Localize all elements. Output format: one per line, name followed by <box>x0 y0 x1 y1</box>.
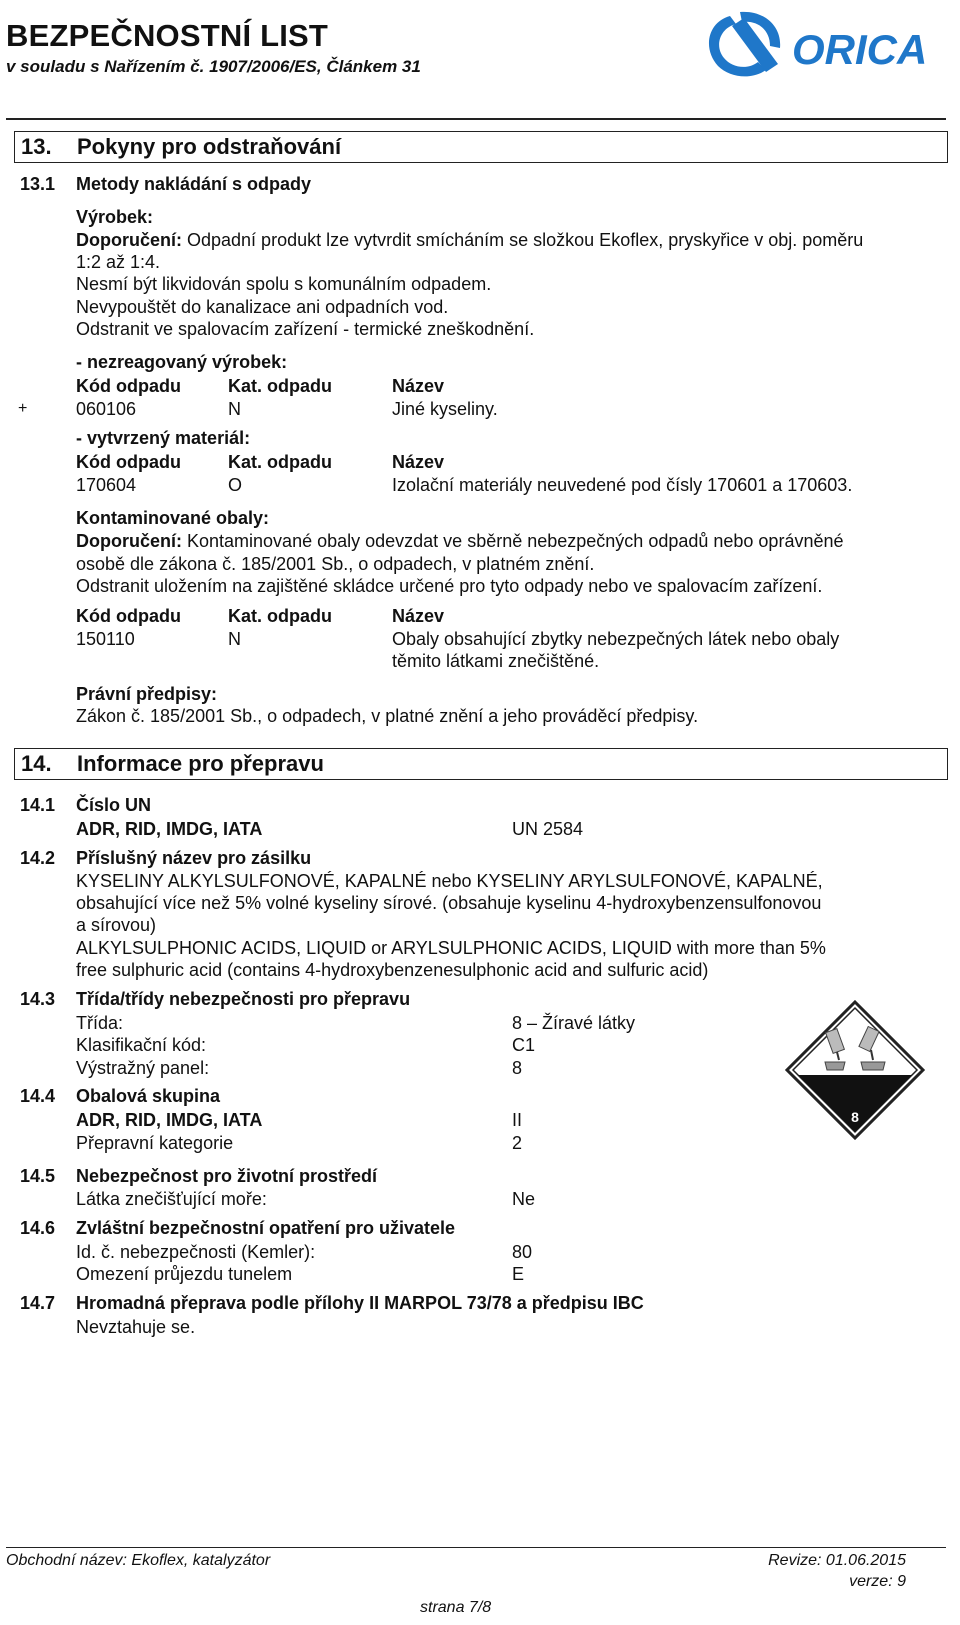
warning-panel-label: Výstražný panel: <box>76 1058 210 1078</box>
recommendation-line <box>76 229 863 251</box>
subsection-title: Číslo UN <box>76 795 152 815</box>
packing-group-value: II <box>512 1110 523 1130</box>
un-number: UN 2584 <box>512 819 584 839</box>
warning-panel-value: 8 <box>512 1058 523 1078</box>
product-label: Výrobek: <box>76 207 154 227</box>
marpol-text: Nevztahuje se. <box>76 1317 196 1337</box>
col-header-code: Kód odpadu <box>76 376 181 396</box>
waste-code: 170604 <box>76 475 137 495</box>
subsection-number: 14.3 <box>20 989 56 1009</box>
disposal-note: Nevypouštět do kanalizace ani odpadních vod. <box>76 297 449 317</box>
unreacted-label: - nezreagovaný výrobek: <box>76 352 288 372</box>
section-13-header <box>14 131 948 163</box>
subsection-number: 13.1 <box>20 174 56 194</box>
subsection-title: Obalová skupina <box>76 1086 221 1106</box>
subsection-number: 14.5 <box>20 1166 56 1186</box>
recommendation-text: Kontaminované obaly odevzdat ve sběrně nebezpečných odpadů nebo oprávněné <box>182 531 844 551</box>
tunnel-restriction-label: Omezení průjezdu tunelem <box>76 1264 293 1284</box>
subsection-number: 14.7 <box>20 1293 56 1313</box>
shipping-name-line: KYSELINY ALKYLSULFONOVÉ, KAPALNÉ nebo KYSELINY ARYLSULFONOVÉ, KAPALNÉ, <box>76 871 823 891</box>
recommendation-text-cont: 1:2 až 1:4. <box>76 252 161 272</box>
subsection-number: 14.2 <box>20 848 56 868</box>
col-header-name: Název <box>392 606 445 626</box>
transport-modes-label: ADR, RID, IMDG, IATA <box>76 1110 263 1130</box>
classification-code-value: C1 <box>512 1035 536 1055</box>
subsection-number: 14.1 <box>20 795 56 815</box>
recommendation-text-cont: osobě dle zákona č. 185/2001 Sb., o odpadech, v platném znění. <box>76 554 595 574</box>
col-header-category: Kat. odpadu <box>228 452 332 472</box>
waste-category: N <box>228 399 241 419</box>
corrosive-hazard-label-icon <box>785 1000 925 1140</box>
hazard-class-label: Třída: <box>76 1013 124 1033</box>
col-header-code: Kód odpadu <box>76 452 181 472</box>
logo-text: ORICA <box>792 26 928 73</box>
legal-label: Právní předpisy: <box>76 684 218 704</box>
subsection-title: Nebezpečnost pro životní prostředí <box>76 1166 378 1186</box>
recommendation-label: Doporučení: <box>76 230 182 250</box>
shipping-name-line: a sírovou) <box>76 915 157 935</box>
disposal-note: Odstranit ve spalovacím zařízení - termické zneškodnění. <box>76 319 535 339</box>
waste-category: N <box>228 629 241 649</box>
hazard-class-value: 8 – Žíravé látky <box>512 1013 636 1033</box>
shipping-name-line: obsahující více než 5% volné kyseliny sírové. (obsahuje kyselinu 4-hydroxybenzensulfonovou <box>76 893 822 913</box>
transport-modes-label: ADR, RID, IMDG, IATA <box>76 819 263 839</box>
waste-name: Jiné kyseliny. <box>392 399 498 419</box>
disposal-note: Odstranit uložením na zajištěné skládce určené pro tyto odpady nebo ve spalovacím zařízení. <box>76 576 823 596</box>
col-header-name: Název <box>392 452 445 472</box>
revision-date: Revize: 01.06.2015 <box>768 1552 906 1569</box>
contaminated-label: Kontaminované obaly: <box>76 508 270 528</box>
section-title: Pokyny pro odstraňování <box>77 134 342 159</box>
transport-category-label: Přepravní kategorie <box>76 1133 234 1153</box>
orica-logo <box>700 8 950 86</box>
version: verze: 9 <box>849 1573 906 1590</box>
shipping-name-line: ALKYLSULPHONIC ACIDS, LIQUID or ARYLSULPHONIC ACIDS, LIQUID with more than 5% <box>76 938 826 958</box>
marine-pollutant-value: Ne <box>512 1189 536 1209</box>
document-subtitle: v souladu s Nařízením č. 1907/2006/ES, Článkem 31 <box>6 57 421 76</box>
waste-code: 150110 <box>76 629 135 649</box>
hazard-class-number: 8 <box>851 1109 859 1125</box>
kemler-value: 80 <box>512 1242 533 1262</box>
document-title: BEZPEČNOSTNÍ LIST <box>6 18 329 53</box>
subsection-title: Příslušný název pro zásilku <box>76 848 312 868</box>
transport-category-value: 2 <box>512 1133 523 1153</box>
waste-name: Obaly obsahující zbytky nebezpečných látek nebo obaly <box>392 629 840 649</box>
col-header-name: Název <box>392 376 445 396</box>
recommendation-label: Doporučení: <box>76 531 182 551</box>
section-number: 13. <box>21 134 52 159</box>
col-header-category: Kat. odpadu <box>228 376 332 396</box>
section-14-header <box>14 748 948 780</box>
waste-code: 060106 <box>76 399 137 419</box>
header-divider <box>6 118 946 120</box>
section-number: 14. <box>21 751 52 776</box>
recommendation-text: Odpadní produkt lze vytvrdit smícháním se složkou Ekoflex, pryskyřice v obj. poměru <box>182 230 864 250</box>
revision-mark: + <box>18 400 28 417</box>
disposal-note: Nesmí být likvidován spolu s komunálním odpadem. <box>76 274 492 294</box>
waste-name: Izolační materiály neuvedené pod čísly 170601 a 170603. <box>392 475 853 495</box>
subsection-title: Metody nakládání s odpady <box>76 174 312 194</box>
cured-label: - vytvrzený materiál: <box>76 428 251 448</box>
subsection-title: Zvláštní bezpečnostní opatření pro uživatele <box>76 1218 456 1238</box>
section-title: Informace pro přepravu <box>77 751 324 776</box>
page-number: strana 7/8 <box>420 1599 492 1616</box>
marine-pollutant-label: Látka znečišťující moře: <box>76 1189 267 1209</box>
subsection-number: 14.6 <box>20 1218 56 1238</box>
col-header-code: Kód odpadu <box>76 606 181 626</box>
waste-category: O <box>228 475 243 495</box>
subsection-title: Hromadná přeprava podle přílohy II MARPOL 73/78 a předpisu IBC <box>76 1293 644 1313</box>
shipping-name-line: free sulphuric acid (contains 4-hydroxybenzenesulphonic acid and sulfuric acid) <box>76 960 709 980</box>
subsection-number: 14.4 <box>20 1086 56 1106</box>
classification-code-label: Klasifikační kód: <box>76 1035 207 1055</box>
col-header-category: Kat. odpadu <box>228 606 332 626</box>
subsection-title: Třída/třídy nebezpečnosti pro přepravu <box>76 989 411 1009</box>
trade-name: Obchodní název: Ekoflex, katalyzátor <box>6 1552 271 1569</box>
tunnel-restriction-value: E <box>512 1264 525 1284</box>
contaminated-recommendation <box>76 530 844 552</box>
kemler-label: Id. č. nebezpečnosti (Kemler): <box>76 1242 316 1262</box>
footer-divider <box>6 1547 946 1548</box>
waste-name-cont: těmito látkami znečištěné. <box>392 651 600 671</box>
legal-text: Zákon č. 185/2001 Sb., o odpadech, v platné znění a jeho prováděcí předpisy. <box>76 706 699 726</box>
